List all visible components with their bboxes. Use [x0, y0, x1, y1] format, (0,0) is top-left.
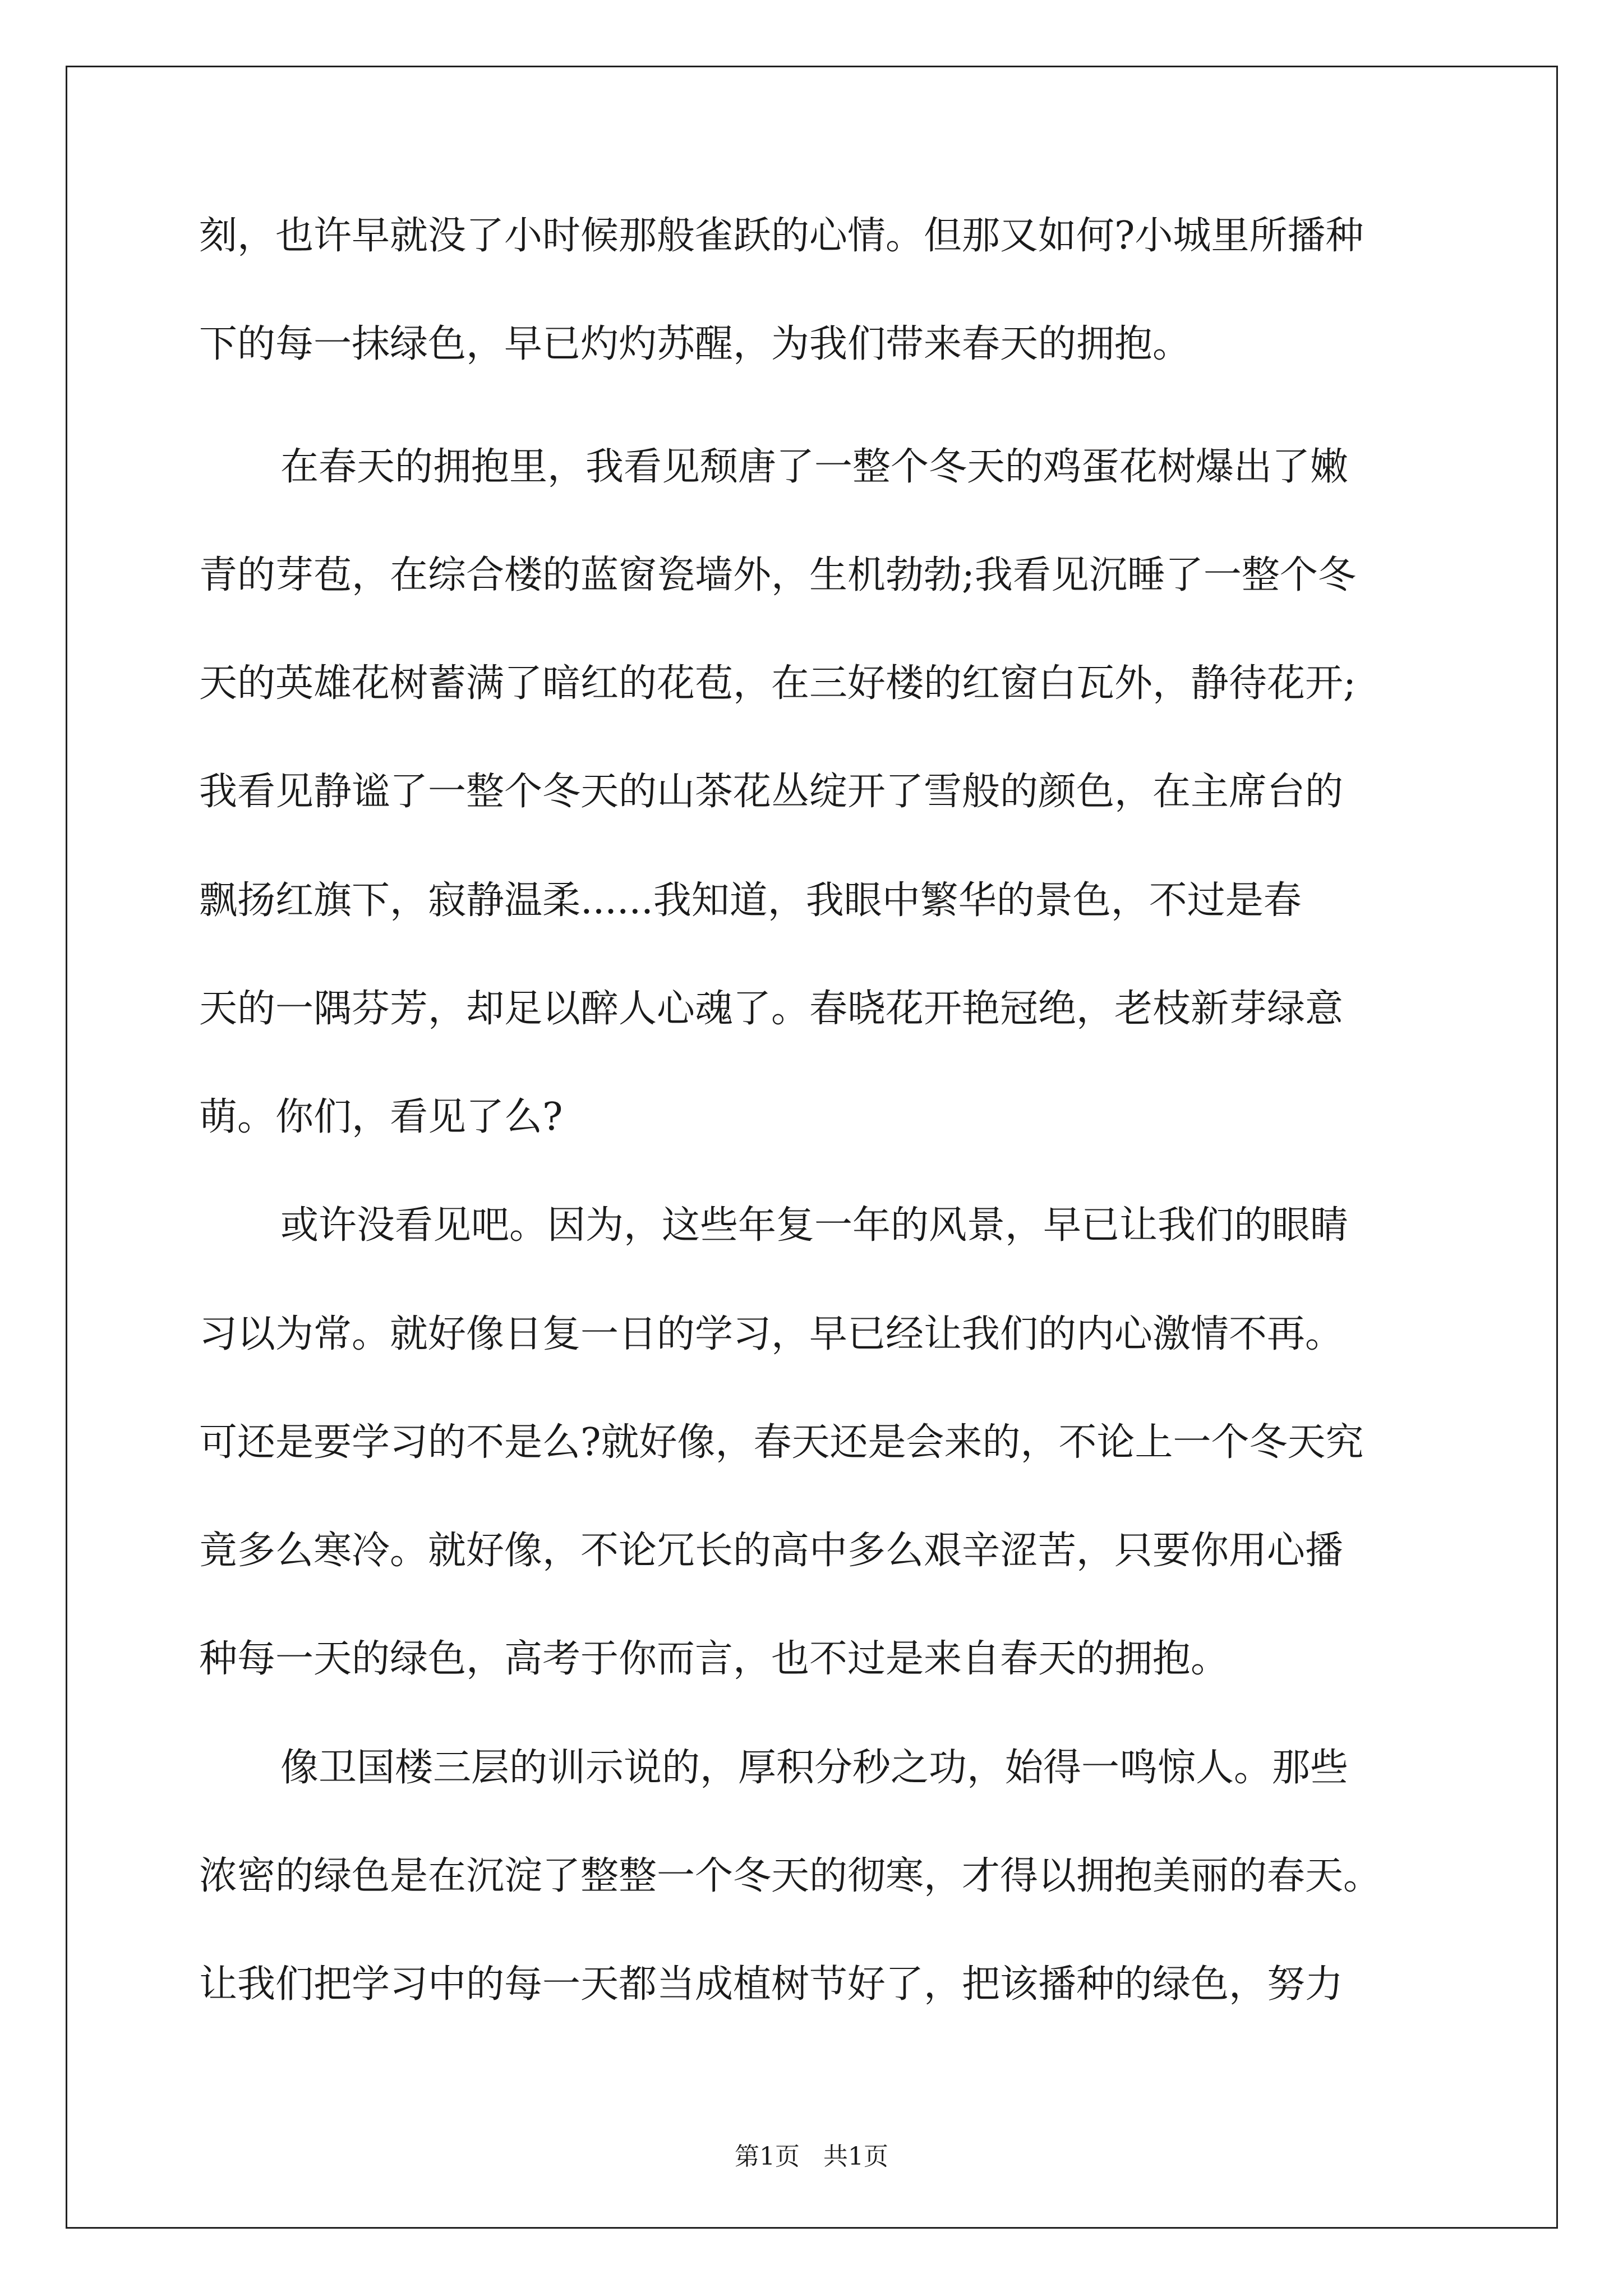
text-line: 青的芽苞，在综合楼的蓝窗瓷墙外，生机勃勃;我看见沉睡了一整个冬 [199, 553, 1356, 597]
text-line: 我看见静谧了一整个冬天的山茶花丛绽开了雪般的颜色，在主席台的 [199, 770, 1344, 814]
text-line: 飘扬红旗下，寂静温柔......我知道，我眼中繁华的景色，不过是春 [199, 878, 1302, 923]
text-line: 浓密的绿色是在沉淀了整整一个冬天的彻寒，才得以拥抱美丽的春天。 [199, 1854, 1382, 1898]
text-line: 可还是要学习的不是么?就好像，春天还是会来的，不论上一个冬天究 [199, 1420, 1364, 1465]
page-border [66, 66, 1558, 2229]
text-line: 天的一隅芬芳，却足以醉人心魂了。春晓花开艳冠绝，老枝新芽绿意 [199, 987, 1344, 1031]
text-line: 竟多么寒冷。就好像，不论冗长的高中多么艰辛涩苦，只要你用心播 [199, 1529, 1344, 1573]
text-line: 天的英雄花树蓄满了暗红的花苞，在三好楼的红窗白瓦外，静待花开; [199, 661, 1356, 706]
text-line: 让我们把学习中的每一天都当成植树节好了，把该播种的绿色，努力 [199, 1962, 1344, 2007]
text-line: 刻，也许早就没了小时候那般雀跃的心情。但那又如何?小城里所播种 [199, 214, 1364, 258]
text-line: 习以为常。就好像日复一日的学习，早已经让我们的内心激情不再。 [199, 1312, 1344, 1356]
page-number-footer: 第1页 共1页 [735, 2142, 888, 2171]
paragraph-start-line: 在春天的拥抱里，我看见颓唐了一整个冬天的鸡蛋花树爆出了嫩 [280, 445, 1349, 489]
text-line: 萌。你们，看见了么? [199, 1095, 563, 1139]
paragraph-start-line: 像卫国楼三层的训示说的，厚积分秒之功，始得一鸣惊人。那些 [280, 1746, 1349, 1790]
text-line: 种每一天的绿色，高考于你而言，也不过是来自春天的拥抱。 [199, 1637, 1229, 1681]
paragraph-start-line: 或许没看见吧。因为，这些年复一年的风景，早已让我们的眼睛 [280, 1203, 1349, 1248]
text-line: 下的每一抹绿色，早已灼灼苏醒，为我们带来春天的拥抱。 [199, 322, 1191, 366]
